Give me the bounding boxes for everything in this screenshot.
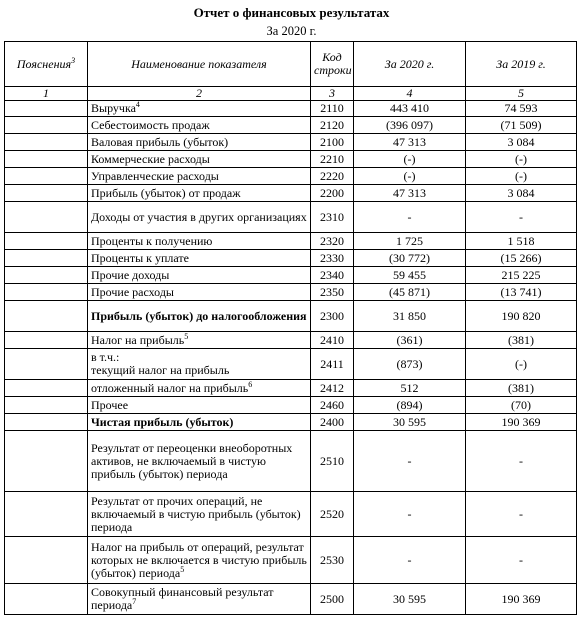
row-value-2020: (30 772) xyxy=(354,250,466,267)
row-value-2020: (361) xyxy=(354,332,466,349)
row-code: 2330 xyxy=(311,250,354,267)
row-name xyxy=(88,397,311,414)
row-footnote-mark: 6 xyxy=(248,379,253,389)
table-row xyxy=(5,250,577,267)
col-number: 2 xyxy=(88,87,311,101)
row-value-2019: (-) xyxy=(466,349,577,380)
row-note xyxy=(5,397,88,414)
row-name xyxy=(88,202,311,233)
col-number: 4 xyxy=(354,87,466,101)
row-code: 2520 xyxy=(311,492,354,537)
row-code: 2200 xyxy=(311,185,354,202)
row-name xyxy=(88,301,311,332)
row-code: 2110 xyxy=(311,101,354,117)
row-name-text: Чистая прибыль (убыток) xyxy=(91,414,234,429)
row-name-text: отложенный налог на прибыль xyxy=(91,380,249,395)
row-value-2020: 1 725 xyxy=(354,233,466,250)
row-value-2019: - xyxy=(466,537,577,584)
row-note xyxy=(5,301,88,332)
row-note xyxy=(5,202,88,233)
table-row xyxy=(5,267,577,284)
header-2019: За 2019 г. xyxy=(466,42,577,87)
row-value-2020: 31 850 xyxy=(354,301,466,332)
row-note xyxy=(5,380,88,397)
row-name-text: Результат от прочих операций, не включаемый в чистую прибыль (убыток) периода xyxy=(91,493,301,534)
row-name-text: Прибыль (убыток) до налогообложения xyxy=(91,308,307,323)
table-row xyxy=(5,397,577,414)
row-name xyxy=(88,537,311,584)
table-row xyxy=(5,185,577,202)
row-name-text: Коммерческие расходы xyxy=(91,151,210,166)
row-code: 2412 xyxy=(311,380,354,397)
table-row xyxy=(5,151,577,168)
row-value-2020: - xyxy=(354,537,466,584)
row-name-text: Налог на прибыль xyxy=(91,332,185,347)
row-value-2019: 3 084 xyxy=(466,185,577,202)
row-note xyxy=(5,134,88,151)
row-name xyxy=(88,233,311,250)
row-code: 2300 xyxy=(311,301,354,332)
table-body xyxy=(5,101,577,615)
row-name-text: Прочие доходы xyxy=(91,267,170,282)
row-name xyxy=(88,349,311,380)
row-note xyxy=(5,117,88,134)
col-number: 5 xyxy=(466,87,577,101)
row-name xyxy=(88,185,311,202)
row-note xyxy=(5,349,88,380)
row-value-2020: (-) xyxy=(354,151,466,168)
row-value-2020: 47 313 xyxy=(354,185,466,202)
row-value-2019: 215 225 xyxy=(466,267,577,284)
row-value-2019: (-) xyxy=(466,151,577,168)
header-2020: За 2020 г. xyxy=(354,42,466,87)
row-value-2019: 190 820 xyxy=(466,301,577,332)
row-name xyxy=(88,414,311,431)
row-code: 2120 xyxy=(311,117,354,134)
column-numbers-row xyxy=(5,87,577,101)
row-name-text: Валовая прибыль (убыток) xyxy=(91,134,229,149)
row-value-2019: (70) xyxy=(466,397,577,414)
row-value-2019: (381) xyxy=(466,380,577,397)
row-note xyxy=(5,414,88,431)
financial-results-table xyxy=(4,41,577,615)
row-code: 2340 xyxy=(311,267,354,284)
table-row xyxy=(5,349,577,380)
row-value-2019: (381) xyxy=(466,332,577,349)
row-value-2019: (15 266) xyxy=(466,250,577,267)
row-value-2020: (45 871) xyxy=(354,284,466,301)
row-name xyxy=(88,250,311,267)
row-code: 2210 xyxy=(311,151,354,168)
table-row xyxy=(5,380,577,397)
row-name-text: Результат от переоценки внеоборотных активов, не включаемый в чистую прибыль (убыток) периода xyxy=(91,440,293,481)
row-value-2020: 47 313 xyxy=(354,134,466,151)
row-value-2019: 3 084 xyxy=(466,134,577,151)
row-code: 2400 xyxy=(311,414,354,431)
row-value-2019: (-) xyxy=(466,168,577,185)
row-code: 2100 xyxy=(311,134,354,151)
table-row xyxy=(5,168,577,185)
row-code: 2350 xyxy=(311,284,354,301)
row-note xyxy=(5,267,88,284)
row-name xyxy=(88,584,311,615)
row-note xyxy=(5,584,88,615)
row-name-text: Прочие расходы xyxy=(91,284,174,299)
row-name xyxy=(88,431,311,492)
row-code: 2460 xyxy=(311,397,354,414)
row-name-text: Прочее xyxy=(91,397,129,412)
row-value-2020: (894) xyxy=(354,397,466,414)
row-name xyxy=(88,117,311,134)
table-row xyxy=(5,414,577,431)
table-row xyxy=(5,134,577,151)
row-value-2019: - xyxy=(466,431,577,492)
row-name xyxy=(88,168,311,185)
row-name-text: в т.ч.: текущий налог на прибыль xyxy=(91,350,230,377)
table-row xyxy=(5,431,577,492)
row-code: 2510 xyxy=(311,431,354,492)
row-name-text: Проценты к уплате xyxy=(91,250,189,265)
header-name: Наименование показателя xyxy=(88,42,311,87)
row-name-text: Проценты к получению xyxy=(91,233,213,248)
row-value-2019: (71 509) xyxy=(466,117,577,134)
row-name xyxy=(88,101,311,117)
row-value-2020: - xyxy=(354,202,466,233)
row-value-2020: - xyxy=(354,492,466,537)
row-name xyxy=(88,267,311,284)
row-note xyxy=(5,492,88,537)
col-number: 3 xyxy=(311,87,354,101)
row-name-text: Себестоимость продаж xyxy=(91,117,210,132)
row-name-text: Доходы от участия в других организациях xyxy=(91,209,307,224)
row-note xyxy=(5,233,88,250)
row-value-2020: 30 595 xyxy=(354,584,466,615)
row-value-2020: - xyxy=(354,431,466,492)
row-value-2019: 74 593 xyxy=(466,101,577,117)
row-note xyxy=(5,101,88,117)
row-code: 2411 xyxy=(311,349,354,380)
row-value-2020: 512 xyxy=(354,380,466,397)
row-name xyxy=(88,151,311,168)
report-period: За 2020 г. xyxy=(266,24,317,38)
row-name-text: Управленческие расходы xyxy=(91,168,219,183)
table-row xyxy=(5,117,577,134)
header-code: Код строки xyxy=(311,42,354,87)
row-note xyxy=(5,332,88,349)
row-value-2019: 1 518 xyxy=(466,233,577,250)
row-note xyxy=(5,151,88,168)
row-value-2020: 443 410 xyxy=(354,101,466,117)
table-row xyxy=(5,301,577,332)
report-title: Отчет о финансовых результатах xyxy=(193,5,390,20)
row-value-2019: - xyxy=(466,492,577,537)
row-note xyxy=(5,250,88,267)
table-row xyxy=(5,101,577,117)
row-value-2019: 190 369 xyxy=(466,584,577,615)
row-value-2020: (873) xyxy=(354,349,466,380)
table-row xyxy=(5,584,577,615)
row-value-2020: 30 595 xyxy=(354,414,466,431)
row-code: 2220 xyxy=(311,168,354,185)
row-name-text: Налог на прибыль от операций, результат которых не включается в чистую прибыль (убыток) периода xyxy=(91,539,307,580)
row-name-text: Выручка xyxy=(91,101,136,115)
row-value-2020: (396 097) xyxy=(354,117,466,134)
table-row xyxy=(5,233,577,250)
row-note xyxy=(5,168,88,185)
row-name xyxy=(88,380,311,397)
row-name xyxy=(88,332,311,349)
row-value-2020: 59 455 xyxy=(354,267,466,284)
row-name-text: Прибыль (убыток) от продаж xyxy=(91,185,241,200)
row-name xyxy=(88,492,311,537)
row-code: 2500 xyxy=(311,584,354,615)
row-name xyxy=(88,284,311,301)
header-row xyxy=(5,42,577,87)
row-value-2019: - xyxy=(466,202,577,233)
row-note xyxy=(5,185,88,202)
row-code: 2310 xyxy=(311,202,354,233)
header-notes: Пояснения$^3$ xyxy=(5,42,88,87)
table-row xyxy=(5,202,577,233)
row-code: 2410 xyxy=(311,332,354,349)
table-row xyxy=(5,492,577,537)
row-note xyxy=(5,537,88,584)
row-code: 2320 xyxy=(311,233,354,250)
row-name xyxy=(88,134,311,151)
row-footnote-mark: 5 xyxy=(184,331,189,341)
row-value-2020: (-) xyxy=(354,168,466,185)
row-note xyxy=(5,431,88,492)
col-number: 1 xyxy=(5,87,88,101)
row-footnote-mark: 7 xyxy=(132,597,137,606)
table-row xyxy=(5,537,577,584)
row-value-2019: 190 369 xyxy=(466,414,577,431)
row-value-2019: (13 741) xyxy=(466,284,577,301)
row-code: 2530 xyxy=(311,537,354,584)
row-name-text: Совокупный финансовый результат периода xyxy=(91,585,274,612)
row-footnote-mark: 5 xyxy=(180,564,185,574)
row-footnote-mark: 4 xyxy=(135,100,140,109)
table-row xyxy=(5,284,577,301)
table-row xyxy=(5,332,577,349)
row-note xyxy=(5,284,88,301)
